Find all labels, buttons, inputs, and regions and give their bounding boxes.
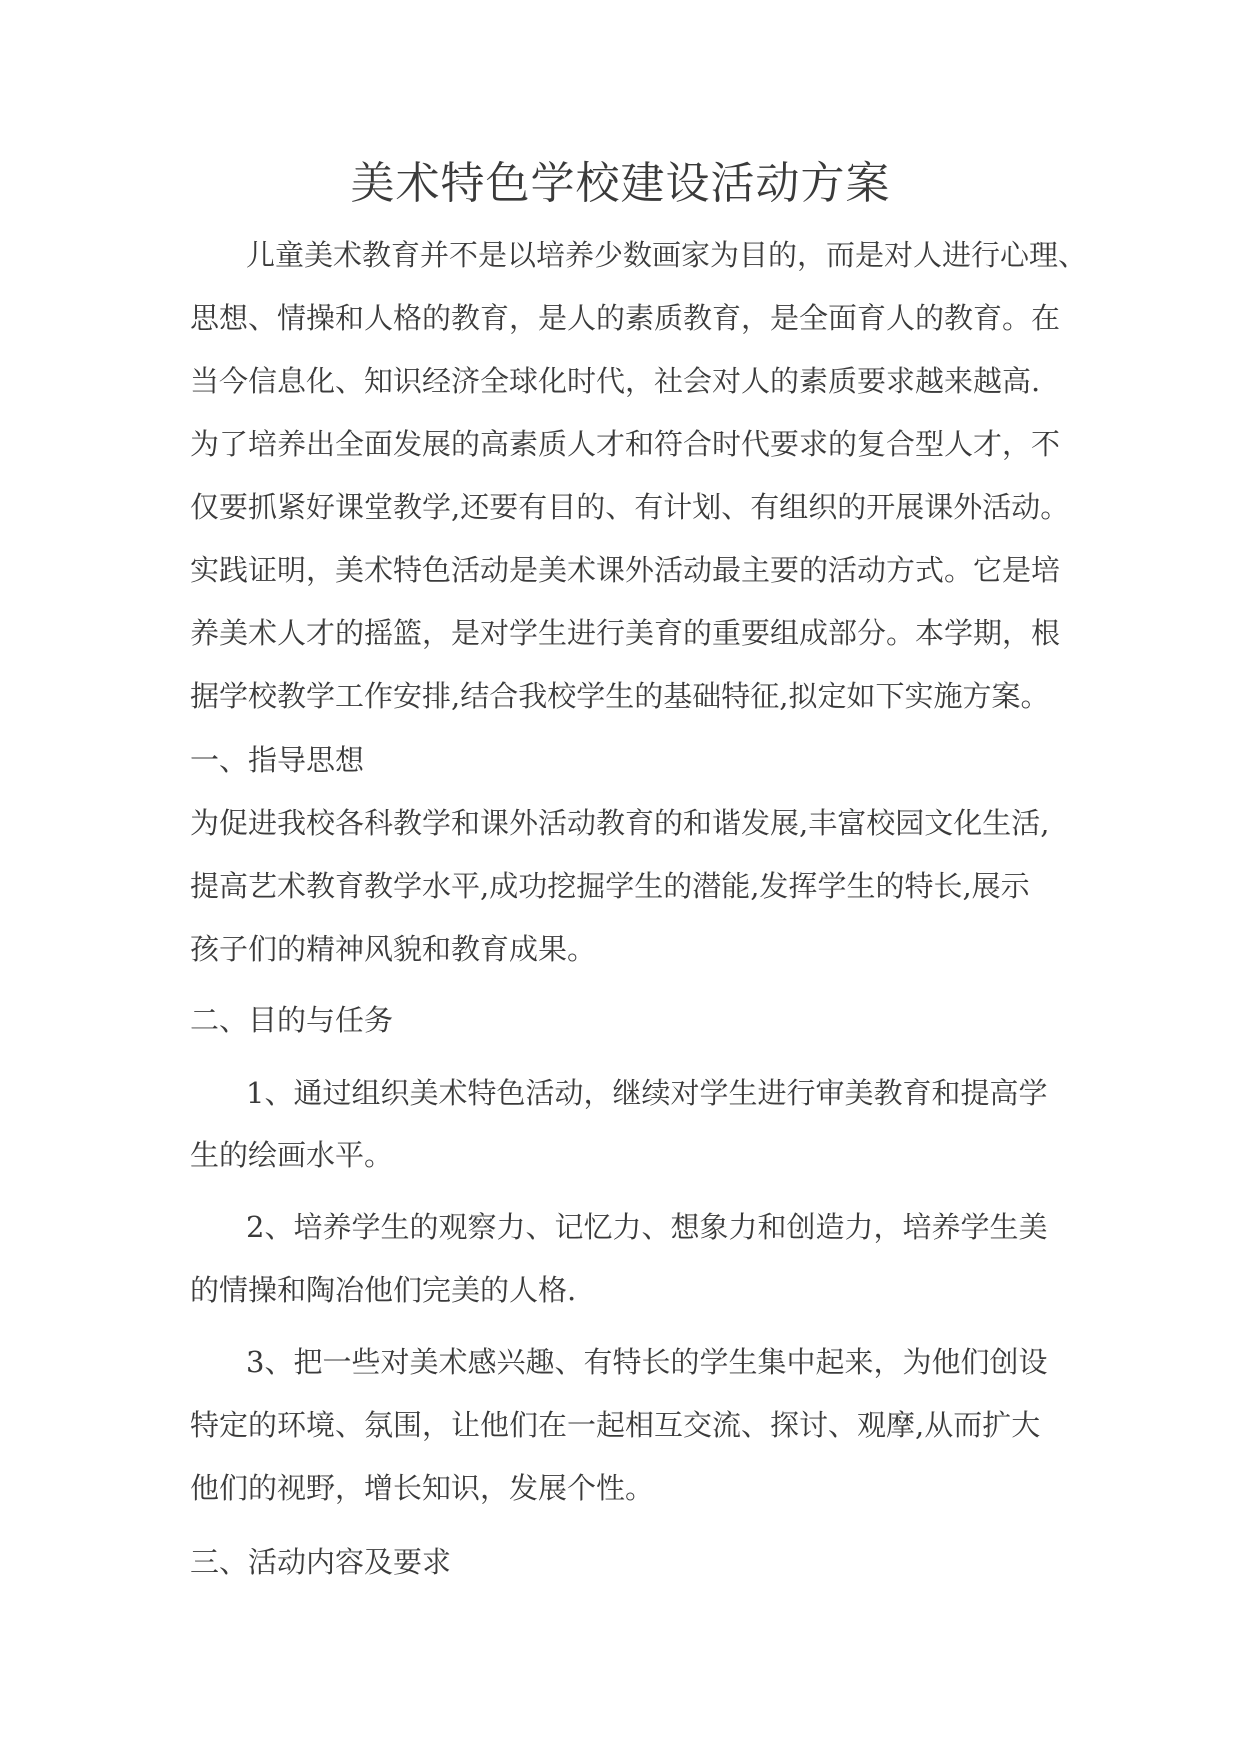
section-heading: 二、目的与任务 [190,1003,394,1037]
paragraph-line: 当今信息化、知识经济全球化时代，社会对人的素质要求越来越高. [190,364,1041,398]
paragraph-line: 思想、情操和人格的教育，是人的素质教育，是全面育人的教育。在 [190,301,1061,335]
section-heading: 一、指导思想 [190,743,365,777]
list-item: 1、通过组织美术特色活动，继续对学生进行审美教育和提高学 [246,1076,1048,1110]
document-title: 美术特色学校建设活动方案 [350,158,891,209]
paragraph-line: 为促进我校各科教学和课外活动教育的和谐发展,丰富校园文化生活, [190,806,1050,840]
paragraph-line: 实践证明，美术特色活动是美术课外活动最主要的活动方式。它是培 [190,553,1061,587]
paragraph-line: 仅要抓紧好课堂教学,还要有目的、有计划、有组织的开展课外活动。 [190,490,1070,524]
paragraph-line: 孩子们的精神风貌和教育成果。 [190,932,597,966]
list-item: 3、把一些对美术感兴趣、有特长的学生集中起来，为他们创设 [246,1345,1048,1379]
list-item-continuation: 的情操和陶冶他们完美的人格. [190,1273,577,1307]
paragraph-line: 儿童美术教育并不是以培养少数画家为目的，而是对人进行心理、 [246,238,1088,272]
section-heading: 三、活动内容及要求 [190,1545,452,1579]
paragraph-line: 据学校教学工作安排,结合我校学生的基础特征,拟定如下实施方案。 [190,679,1050,713]
list-item-continuation: 他们的视野，增长知识，发展个性。 [190,1471,655,1505]
list-item-continuation: 特定的环境、氛围，让他们在一起相互交流、探讨、观摩,从而扩大 [190,1408,1041,1442]
paragraph-line: 为了培养出全面发展的高素质人才和符合时代要求的复合型人才，不 [190,427,1061,461]
list-item: 2、培养学生的观察力、记忆力、想象力和创造力，培养学生美 [246,1210,1048,1244]
paragraph-line: 提高艺术教育教学水平,成功挖掘学生的潜能,发挥学生的特长,展示 [190,869,1030,903]
list-item-continuation: 生的绘画水平。 [190,1138,394,1172]
paragraph-line: 养美术人才的摇篮，是对学生进行美育的重要组成部分。本学期，根 [190,616,1061,650]
